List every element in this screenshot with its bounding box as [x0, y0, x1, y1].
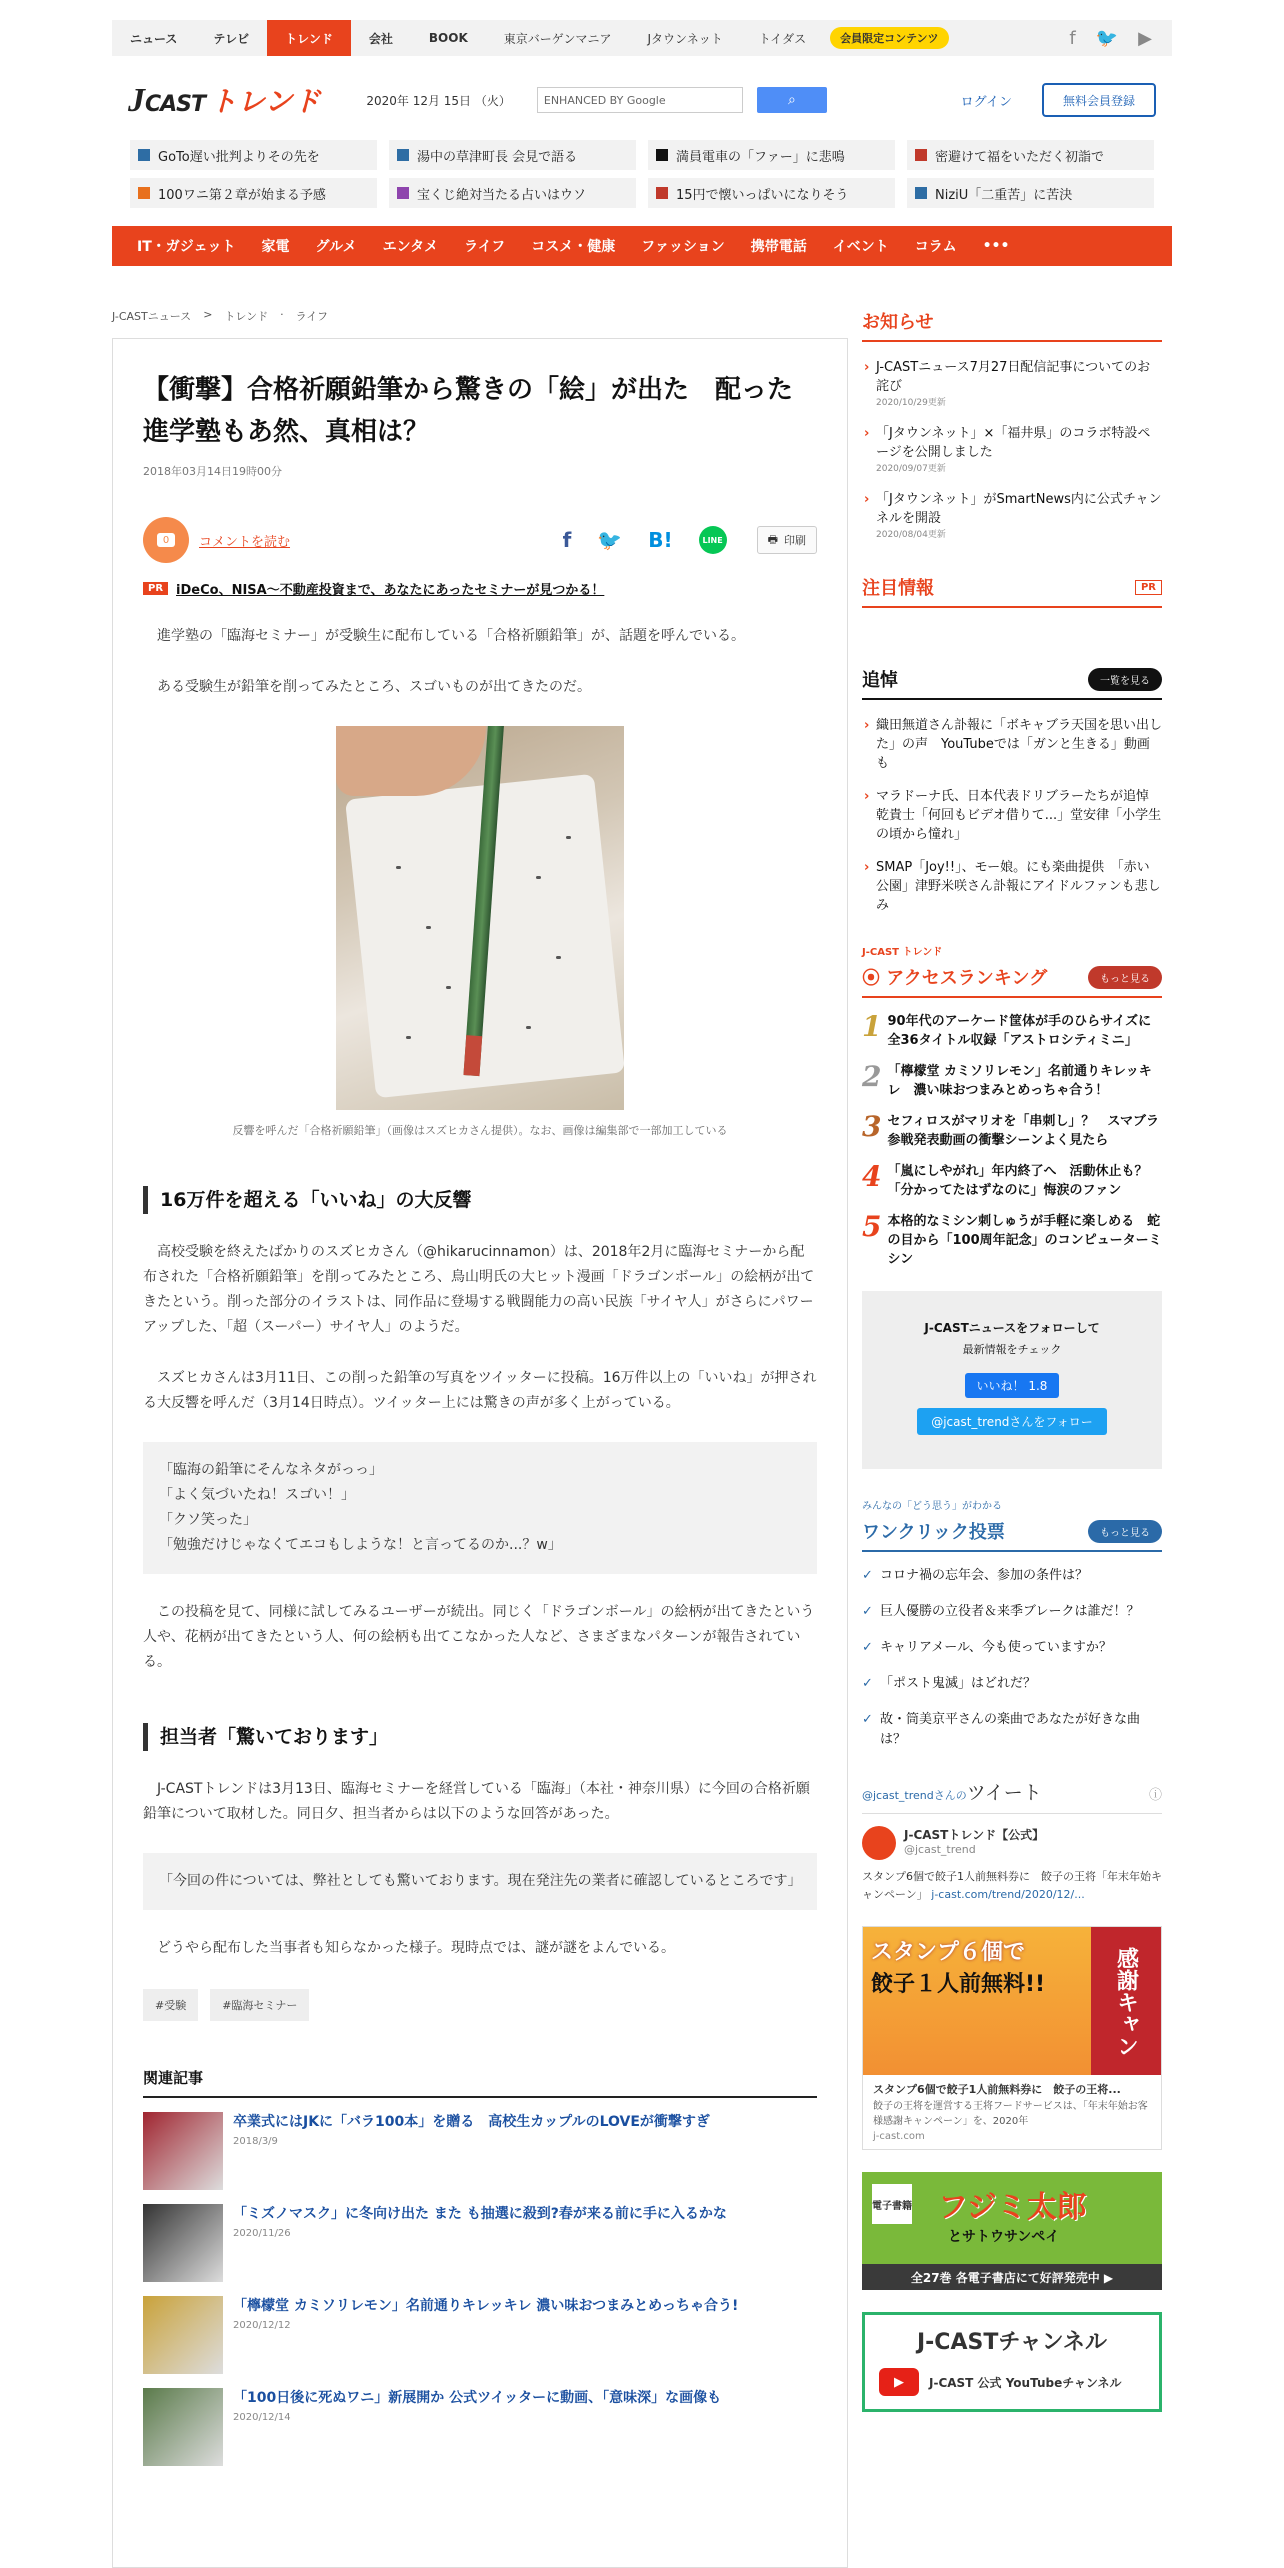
ranking-number: 1	[862, 1010, 882, 1043]
vote-item[interactable]: ✓ 故・筒美京平さんの楽曲であなたが好きな曲は？	[862, 1710, 1162, 1750]
article-date: 2018年03月14日19時00分	[143, 465, 282, 478]
breadcrumb	[112, 308, 328, 324]
notice-title: › 「Jタウンネット」がSmartNews内に公式チャンネルを開設	[876, 492, 1162, 526]
ranking-list	[862, 1010, 1165, 1269]
quote-line: 「臨海の鉛筆にそんなネタがっっ」	[159, 1462, 383, 1478]
related-thumbnail[interactable]	[143, 2204, 223, 2282]
category-item[interactable]: ライフ	[464, 239, 506, 255]
comment-count: 0	[157, 533, 175, 547]
topic-color-marker	[656, 187, 668, 199]
login-link[interactable]: ログイン	[960, 94, 1012, 110]
topic-link[interactable]	[907, 178, 1154, 208]
quote-line: 「クソ笑った」	[159, 1512, 257, 1528]
related-title[interactable]: 「檸檬堂 カミソリレモン」名前通りキレッキレ 濃い味おつまみとめっちゃ合う!	[233, 2298, 739, 2314]
social-links	[1069, 28, 1172, 49]
related-title[interactable]: 卒業式にはJKに「バラ100本」を贈る 高校生カップルのLOVEが衝撃すぎ	[233, 2114, 710, 2130]
paragraph: J-CASTトレンドは3月13日、臨海セミナーを経営している「臨海」（本社・神奈川県）に今回の合格祈願鉛筆について取材した。同日夕、担当者からは以下のような回答があった。	[143, 1781, 810, 1822]
quote-block: 「今回の件については、弊社としても驚いております。現在発注先の業者に確認しているところです」	[143, 1853, 817, 1910]
pr-link[interactable]: iDeCo、NISA～不動産投資まで、あなたにあったセミナーが見つかる！	[176, 583, 605, 598]
vote-item[interactable]: ✓ 「ポスト鬼滅」はどれだ？	[862, 1674, 1162, 1694]
topnav-jtown[interactable]: Jタウンネット	[647, 31, 723, 46]
notice-item[interactable]	[862, 490, 1162, 542]
related-list	[143, 2112, 817, 2466]
related-text	[233, 2204, 727, 2282]
tweet-heading-pre: @jcast_trendさんの	[862, 1789, 967, 1802]
logo-cast: CAST	[145, 92, 206, 117]
related-text	[233, 2112, 710, 2190]
vote-item[interactable]: ✓ コロナ禍の忘年会、参加の条件は？	[862, 1566, 1162, 1586]
topic-label: 100ワニ第２章が始まる予感	[158, 187, 326, 203]
quote-line: 「勉強だけじゃなくてエコもしような！と言ってるのか...？w」	[159, 1537, 562, 1553]
info-icon[interactable]: ⓘ	[1148, 1788, 1162, 1803]
fujimi-banner[interactable]	[862, 2172, 1162, 2290]
breadcrumb-sep: >	[203, 308, 213, 321]
topic-link[interactable]	[907, 140, 1154, 170]
topnav-tv[interactable]: テレビ	[213, 31, 250, 46]
ranking-number: 5	[862, 1210, 882, 1243]
banner2-subtitle: とサトウサンペイ	[948, 2229, 1060, 2245]
ranking-title-wrap	[862, 964, 1047, 990]
ranking-label: J-CAST トレンド	[862, 947, 943, 958]
related-thumbnail[interactable]	[143, 2112, 223, 2190]
breadcrumb-home[interactable]: J-CASTニュース	[112, 310, 192, 323]
paragraph: スズヒカさんは3月11日、この削った鉛筆の写真をツイッターに投稿。16万件以上の「いいね」が押される大反響を呼んだ（3月14日時点）。ツイッター上には驚きの声が多く上がっている。	[143, 1370, 817, 1411]
notice-date: 2020/10/29更新	[876, 398, 946, 408]
pr-badge: PR	[1135, 580, 1162, 595]
paragraph: ある受験生が鉛筆を削ってみたところ、スゴいものが出てきたのだ。	[157, 679, 591, 695]
follow-box	[862, 1291, 1162, 1469]
article-title: 【衝撃】合格祈願鉛筆から驚きの「絵」が出た 配った進学塾もあ然、真相は？	[143, 375, 794, 447]
ranking-item[interactable]	[862, 1062, 1162, 1100]
breadcrumb-sep: ·	[280, 308, 284, 321]
paragraph: 進学塾の「臨海セミナー」が受験生に配布している「合格祈願鉛筆」が、話題を呼んでいる。	[157, 628, 745, 644]
category-item[interactable]: コスメ・健康	[531, 239, 616, 255]
member-content-button[interactable]: 会員限定コンテンツ	[830, 27, 948, 49]
banner1-subtitle: 餃子１人前無料!!	[871, 1972, 1046, 1997]
site-header	[112, 72, 1172, 128]
pr-line	[143, 579, 817, 598]
related-thumbnail[interactable]	[143, 2388, 223, 2466]
site-logo[interactable]	[128, 80, 320, 120]
topic-color-marker	[138, 187, 150, 199]
topnav-company[interactable]: 会社	[368, 31, 393, 46]
topnav-toidas[interactable]: トイダス	[758, 31, 807, 46]
topic-color-marker	[138, 149, 150, 161]
related-item[interactable]	[143, 2388, 817, 2466]
topic-label: 宝くじ絶対当たる占いはウソ	[417, 187, 587, 203]
banner2-badge: 電子書籍	[872, 2184, 912, 2224]
memorial-item[interactable]: › SMAP「Joy!!」、モー娘。にも楽曲提供 「赤い公園」津野米咲さん訃報にアイドルファンも悲しみ	[862, 858, 1162, 915]
banner1-desc: 餃子の王将を運営する王将フードサービスは、「年末年始お客様感謝キャンペーン」を、2020年	[873, 2101, 1148, 2127]
banner1-side: 感謝キャン	[1091, 1927, 1161, 2077]
memorial-item[interactable]: › 織田無道さん訃報に「ボキャブラ天国を思い出した」の声 YouTubeでは「ガンと生きる」動画も	[862, 716, 1162, 773]
breadcrumb-life[interactable]: ライフ	[295, 310, 328, 323]
category-item[interactable]: IT・ガジェット	[137, 239, 236, 255]
vote-more-button[interactable]: もっと見る	[1088, 1520, 1162, 1543]
category-item[interactable]: 家電	[261, 239, 290, 255]
gyoza-banner[interactable]	[862, 1926, 1162, 2150]
paragraph: この投稿を見て、同様に試してみるユーザーが続出。同じく「ドラゴンボール」の絵柄が出てきたという人や、花柄が出てきたという人、何の絵柄も出てこなかった人など、さまざまなパターンが報告されている。	[143, 1604, 815, 1670]
related-text	[233, 2296, 738, 2374]
related-title[interactable]: 「ミズノマスク」に冬向け出た また も抽選に殺到?春が来る前に手に入るかな	[233, 2206, 727, 2222]
search-icon: ⌕	[787, 92, 796, 108]
article-photo[interactable]	[336, 726, 624, 1110]
search-input[interactable]: ENHANCED BY Google	[537, 87, 743, 113]
hatena-bookmark-icon[interactable]: B!	[648, 528, 673, 552]
topic-link[interactable]	[648, 140, 895, 170]
banner3-logo: J-CASTチャンネル	[916, 2330, 1108, 2355]
tag[interactable]: #臨海セミナー	[210, 1989, 309, 2021]
facebook-share-icon[interactable]: f	[562, 528, 572, 552]
jcast-channel-banner[interactable]	[862, 2312, 1162, 2412]
article	[112, 338, 848, 2568]
vote-item[interactable]: ✓ キャリアメール、今も使っていますか？	[862, 1638, 1162, 1658]
notice-date: 2020/08/04更新	[876, 530, 946, 540]
follow-text-1: J-CASTニュースをフォローして	[924, 1321, 1100, 1335]
topic-color-marker	[915, 149, 927, 161]
category-item[interactable]: コラム	[914, 239, 957, 255]
notice-title: › 「Jタウンネット」×「福井県」のコラボ特設ページを公開しました	[876, 426, 1151, 460]
ranking-item[interactable]	[862, 1010, 1165, 1050]
photo-hand	[336, 726, 486, 796]
facebook-like-button[interactable]: いいね！ 1.8	[965, 1373, 1060, 1398]
memorial-item[interactable]: › マラドーナ氏、日本代表ドリブラーたちが追悼 乾貴士「何回もビデオ借りて...」堂安律「小学生の頃から憧れ」	[862, 787, 1162, 844]
tweet-heading: ツイート	[966, 1782, 1042, 1804]
sidebar	[862, 308, 1165, 2412]
notice-list	[862, 358, 1162, 542]
search-form	[537, 87, 827, 113]
follow-text	[924, 1317, 1099, 1361]
topic-label: 15円で懐いっぱいになりそう	[676, 187, 849, 203]
topic-label: 湯中の草津町長 会見で語る	[417, 149, 578, 165]
ranking-more-button[interactable]: もっと見る	[1088, 966, 1162, 989]
logo-j: J	[128, 82, 145, 119]
hot-topics	[112, 140, 1172, 208]
topic-color-marker	[397, 187, 409, 199]
vote-item[interactable]: ✓ 巨人優勝の立役者＆来季ブレークは誰だ！？	[862, 1602, 1162, 1622]
tweet-author[interactable]: J-CASTトレンド【公式】	[904, 1828, 1045, 1842]
comment-icon[interactable]	[143, 517, 189, 563]
ranking-number: 3	[862, 1110, 882, 1143]
memorial-list	[862, 716, 1162, 915]
category-item[interactable]: イベント	[832, 239, 889, 255]
memorial-heading	[862, 666, 1162, 700]
topic-color-marker	[397, 149, 409, 161]
twitter-icon[interactable]: 🐦	[1095, 27, 1119, 49]
print-label: 印刷	[784, 534, 806, 547]
related-title[interactable]: 「100日後に死ぬワニ」新展開か 公式ツイッターに動画、「意味深」な画像も	[233, 2390, 722, 2406]
follow-text-2: 最新情報をチェック	[962, 1343, 1062, 1356]
print-button[interactable]	[757, 526, 817, 554]
tweet-widget	[862, 1778, 1162, 1904]
topnav-news[interactable]: ニュース	[130, 31, 178, 46]
search-button[interactable]	[757, 87, 827, 113]
notice-title: › J-CASTニュース7月27日配信記事についてのお詫び	[876, 360, 1151, 394]
notice-date: 2020/09/07更新	[876, 464, 946, 474]
ranking-icon: ⦿	[862, 968, 887, 989]
related-thumbnail[interactable]	[143, 2296, 223, 2374]
quote-line: 「よく気づいたね！スゴい！」	[159, 1487, 355, 1503]
topic-link[interactable]	[130, 140, 377, 170]
notice-heading	[862, 308, 1162, 342]
paragraph: どうやら配布した当事者も知らなかった様子。現時点では、謎が謎をよんでいる。	[157, 1940, 675, 1956]
vote-list	[862, 1566, 1162, 1750]
ranking-number: 2	[862, 1060, 882, 1093]
breadcrumb-trend[interactable]: トレンド	[224, 310, 269, 323]
topnav-bargain[interactable]: 東京バーゲンマニア	[503, 31, 612, 46]
tag[interactable]: #受験	[143, 1989, 198, 2021]
ranking-title: アクセスランキング	[886, 968, 1048, 989]
twitter-follow-button[interactable]: @jcast_trendさんをフォロー	[917, 1408, 1107, 1435]
facebook-icon[interactable]: f	[1069, 27, 1076, 49]
category-item[interactable]: •••	[982, 238, 1010, 254]
topic-link[interactable]	[130, 178, 377, 208]
topic-link[interactable]	[648, 178, 895, 208]
focus-heading	[862, 574, 1162, 608]
notice-title: お知らせ	[862, 312, 934, 333]
photo-caption: 反響を呼んだ「合格祈願鉛筆」（画像はスズヒカさん提供）。なお、画像は編集部で一部加工している	[232, 1124, 728, 1137]
youtube-icon: ▶	[879, 2368, 919, 2396]
tweet-text: スタンプ6個で餃子1人前無料券に 餃子の王将「年末年始キャンペーン」	[862, 1870, 1162, 1901]
pr-tag: PR	[143, 582, 168, 595]
topic-label: 密避けて福をいただく初詣で	[935, 149, 1105, 165]
ranking-title: 90年代のアーケード筐体が手のひらサイズに 全36タイトル収録「アストロシティミニ」	[887, 1014, 1165, 1048]
related-item[interactable]	[143, 2204, 817, 2282]
category-item[interactable]: グルメ	[315, 239, 357, 255]
related-item[interactable]	[143, 2296, 817, 2374]
banner1-caption: スタンプ6個で餃子1人前無料券に 餃子の王将...	[873, 2083, 1121, 2096]
read-comments-link[interactable]: コメントを読む	[199, 534, 291, 550]
youtube-icon[interactable]: ▶	[1138, 27, 1152, 49]
ranking-title: セフィロスがマリオを「串刺し」？ スマブラ参戦発表動画の衝撃シーンよく見たら	[887, 1114, 1160, 1148]
focus-title: 注目情報	[862, 578, 934, 599]
topic-label: 満員電車の「ファー」に悲鳴	[676, 149, 845, 165]
related-date: 2018/3/9	[233, 2136, 278, 2147]
notice-item[interactable]	[862, 358, 1162, 410]
ranking-item[interactable]	[862, 1212, 1162, 1269]
ranking-item[interactable]	[862, 1162, 1162, 1200]
twitter-share-icon[interactable]: 🐦	[597, 528, 623, 552]
topic-link[interactable]	[389, 140, 636, 170]
printer-icon: 🖶	[767, 532, 778, 546]
banner1-title: スタンプ６個で	[871, 1940, 1026, 1965]
ranking-title: 「嵐にしやがれ」年内終了へ 活動休止も？「分かってたはずなのに」悔涙のファン	[887, 1164, 1148, 1198]
notice-item[interactable]	[862, 424, 1162, 476]
banner3-text: J-CAST 公式 YouTubeチャンネル	[929, 2375, 1122, 2390]
ranking-title: 本格的なミシン刺しゅうが手軽に楽しめる 蛇の目から「100周年記念」のコンピューターミシン	[887, 1214, 1162, 1267]
share-buttons	[563, 526, 727, 554]
category-bar	[112, 226, 1172, 266]
paragraph: 高校受験を終えたばかりのスズヒカさん（@hikarucinnamon）は、2018年2月に臨海セミナーから配布された「合格祈願鉛筆」を削ってみたところ、鳥山明氏の大ヒット漫画「ドラゴンボール」の絵柄が出てきたという。削った部分のイラストは、同作品に登場する戦闘能力の高い民族「サイヤ人」がさらにパワーアップした、「超（スーパー）サイヤ人」のようだ。	[143, 1244, 815, 1335]
ranking-heading	[862, 964, 1162, 998]
vote-heading	[862, 1518, 1162, 1552]
topic-label: NiziU「二重苦」に苦決	[935, 187, 1073, 203]
related-heading: 関連記事	[143, 2067, 817, 2098]
tweet-handle[interactable]: @jcast_trend	[904, 1843, 976, 1856]
category-item[interactable]: ファッション	[641, 239, 725, 255]
related-text	[233, 2388, 721, 2466]
related-date: 2020/12/12	[233, 2320, 291, 2331]
register-button[interactable]: 無料会員登録	[1042, 83, 1156, 117]
related-date: 2020/11/26	[233, 2228, 291, 2239]
banner2-footer: 全27巻 各電子書店にて好評発売中 ▶	[862, 2264, 1162, 2290]
quote-block	[143, 1442, 817, 1574]
tweet-link[interactable]: j-cast.com/trend/2020/12/...	[931, 1888, 1085, 1901]
topic-color-marker	[915, 187, 927, 199]
banner1-site: j-cast.com	[873, 2131, 925, 2142]
vote-label: みんなの「どう思う」がわかる	[862, 1501, 1002, 1512]
related-item[interactable]	[143, 2112, 817, 2190]
related-date: 2020/12/14	[233, 2412, 291, 2423]
ranking-number: 4	[862, 1160, 882, 1193]
avatar[interactable]	[862, 1826, 896, 1860]
ranking-title: 「檸檬堂 カミソリレモン」名前通りキレッキレ 濃い味おつまみとめっちゃ合う！	[887, 1064, 1152, 1098]
vote-title: ワンクリック投票	[862, 1522, 1005, 1543]
top-nav	[112, 20, 1172, 56]
topic-link[interactable]	[389, 178, 636, 208]
article-tools	[143, 517, 817, 563]
topnav-trend[interactable]: トレンド	[267, 20, 351, 56]
banner2-title: フジミ太郎	[938, 2190, 1087, 2225]
topnav-book[interactable]: BOOK	[428, 31, 468, 45]
tags	[143, 1989, 817, 2021]
logo-trend: トレンド	[209, 85, 321, 118]
category-item[interactable]: 携帯電話	[750, 239, 807, 255]
line-share-icon[interactable]: LINE	[699, 526, 727, 554]
topic-color-marker	[656, 149, 668, 161]
topic-label: GoTo遅い批判よりその先を	[158, 149, 320, 165]
category-item[interactable]: エンタメ	[382, 239, 439, 255]
ranking-item[interactable]	[862, 1112, 1162, 1150]
memorial-title: 追悼	[862, 670, 898, 691]
section-heading: 担当者「驚いております」	[143, 1723, 817, 1751]
memorial-more-button[interactable]: 一覧を見る	[1088, 668, 1162, 691]
section-heading: 16万件を超える「いいね」の大反響	[143, 1186, 817, 1214]
current-date: 2020年 12月 15日 （火）	[366, 93, 511, 108]
